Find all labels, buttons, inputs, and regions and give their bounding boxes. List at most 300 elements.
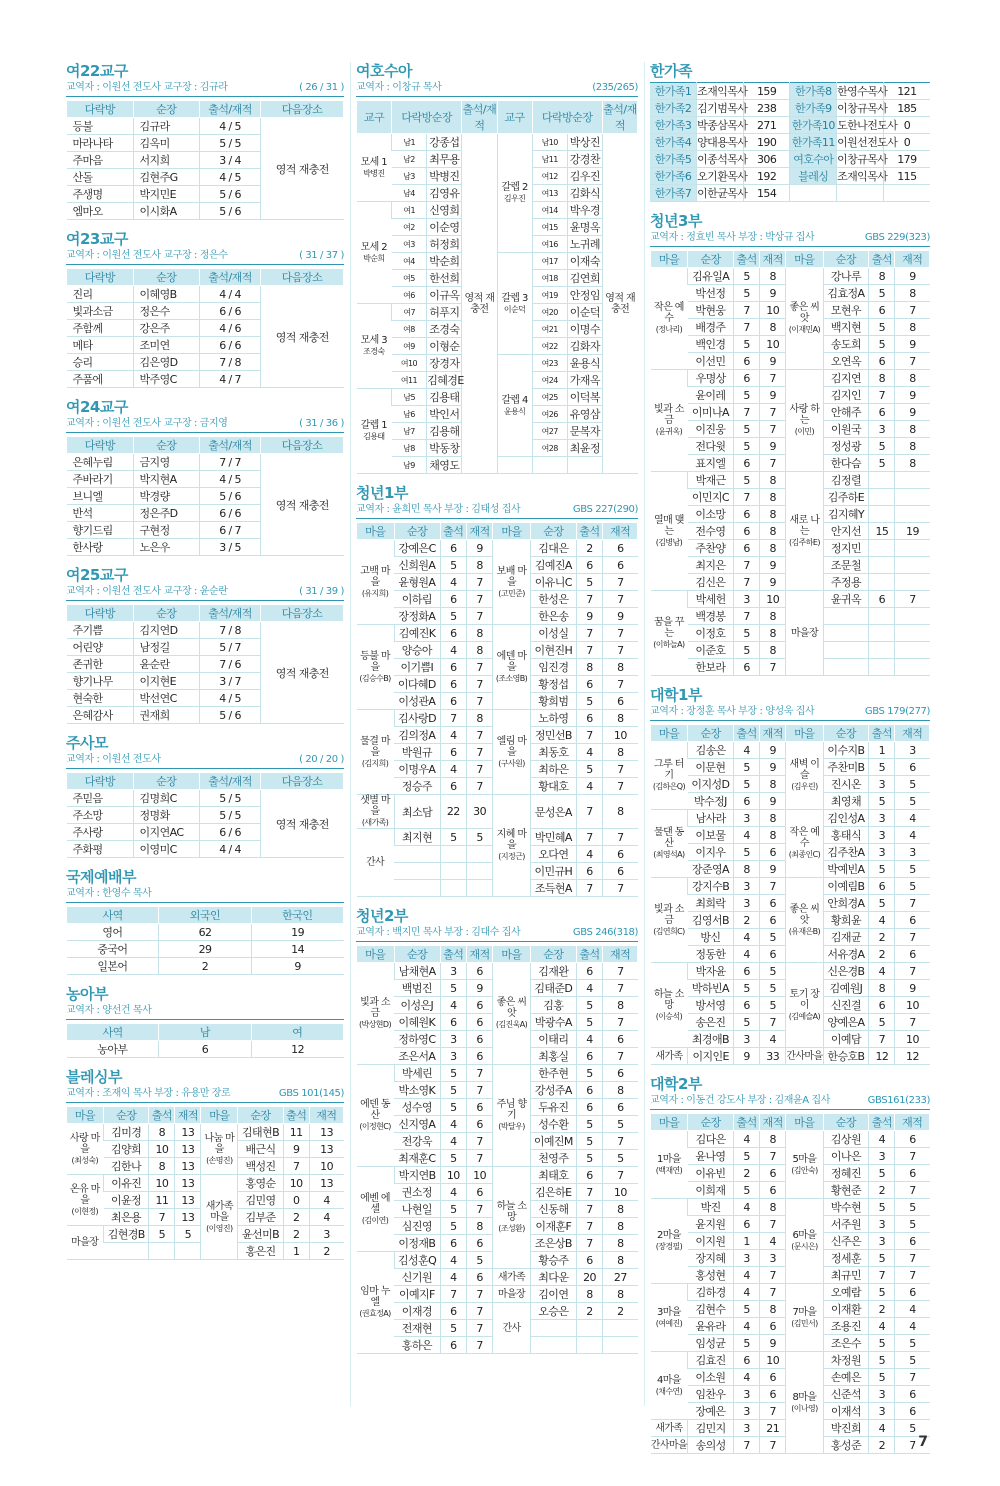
empty-cell	[895, 608, 930, 625]
leader-cell: 이정호	[688, 625, 734, 642]
group-name	[357, 202, 392, 304]
enrolled-cell: 9	[603, 608, 638, 625]
family-name: 한가족7	[650, 185, 697, 202]
enrolled-cell: 10	[760, 1352, 786, 1369]
attendance-cell: 11	[283, 1124, 309, 1141]
count-summary: ( 26 / 31 )	[299, 82, 344, 93]
empty-cell	[895, 625, 930, 642]
attendance-cell: 3	[734, 1403, 760, 1420]
group-label: 마을장	[71, 1237, 99, 1248]
attendance-cell: 6	[869, 404, 895, 421]
empty-cell	[175, 1243, 201, 1260]
leader-cell: 전다윗	[688, 438, 734, 455]
count-summary: (235/265)	[592, 82, 638, 93]
table-header-row	[651, 251, 930, 268]
leader-cell: 이재석	[823, 1403, 869, 1420]
attendance-cell: 20	[576, 1269, 602, 1286]
leader-cell: 황승주	[530, 1252, 576, 1269]
enrolled-cell: 6	[603, 693, 638, 710]
pastor-cell: 한영수목사	[837, 83, 884, 100]
district-section	[66, 398, 344, 556]
group-label: 작은 예수	[654, 302, 684, 324]
enrolled-cell: 21	[760, 1420, 786, 1437]
attendance-cell: 4	[440, 1116, 466, 1133]
enrolled-cell: 8	[603, 795, 638, 829]
enrolled-cell: 8	[895, 285, 930, 302]
group-label: 지혜 마을	[496, 829, 527, 851]
table-row	[357, 795, 638, 829]
group-label: 5마을	[792, 1153, 817, 1165]
table-row	[357, 540, 638, 557]
attendance-cell: 3	[869, 810, 895, 827]
attendance-cell: 5	[869, 861, 895, 878]
attendance-cell: 5	[440, 1150, 466, 1167]
leader-cell: 이정재B	[394, 1235, 440, 1252]
group-label: 고백 마을	[360, 565, 390, 588]
enrolled-cell: 6	[895, 912, 930, 929]
enrolled-cell: 5	[895, 1352, 930, 1369]
column-header: 순장	[238, 1107, 283, 1124]
enrolled-cell: 5	[760, 997, 786, 1014]
attendance-cell: 4	[869, 912, 895, 929]
leader-cell: 이지원	[688, 1233, 734, 1250]
group-name	[493, 1286, 531, 1303]
attendance-cell: 7	[283, 1158, 309, 1175]
table-cell: 14	[251, 941, 343, 958]
group-leader: (김민서)	[791, 1318, 818, 1328]
group-label: 마을장	[497, 1288, 526, 1300]
section-info	[66, 888, 344, 903]
empty-cell	[466, 846, 492, 863]
enrolled-cell: 8	[760, 319, 786, 336]
group-leader: (권효정A)	[359, 1309, 391, 1318]
group-label: 모세 3	[360, 335, 388, 346]
leader-cell: 홍하은	[394, 1337, 440, 1354]
attendance-cell: 5	[149, 1226, 175, 1243]
room-number: 남8	[392, 440, 427, 457]
enrolled-cell: 7	[603, 574, 638, 591]
attendance-cell: 6	[440, 591, 466, 608]
column-header: 순장	[104, 1107, 149, 1124]
middle-column	[356, 62, 638, 1364]
enrolled-cell: 5	[895, 1199, 930, 1216]
group-name	[493, 1167, 531, 1269]
enrolled-cell: 9	[760, 861, 786, 878]
enrolled-cell: 6	[895, 759, 930, 776]
group-label: 간사	[502, 1322, 521, 1334]
attendance-cell	[869, 540, 895, 557]
column-header: 다락방	[67, 437, 134, 454]
attendance-cell: 7	[576, 1218, 602, 1235]
attendance-cell	[869, 574, 895, 591]
group-name	[651, 963, 688, 1048]
group-leader: (장경필)	[655, 1242, 683, 1251]
leader-cell: 박진희	[823, 1420, 869, 1437]
empty-cell	[530, 1320, 576, 1337]
leader-cell: 김하경	[688, 1284, 734, 1301]
group-leader: 김용태	[363, 432, 385, 441]
attendance-cell	[869, 489, 895, 506]
empty-cell	[823, 642, 869, 659]
table-header-row	[67, 907, 344, 924]
attendance-cell: 7	[440, 1286, 466, 1303]
column-header: 순장	[688, 251, 734, 268]
leader-cell: 박우경	[567, 202, 602, 219]
leader-cell: 신지영A	[394, 1116, 440, 1133]
group-label: 물결 마을	[360, 735, 390, 758]
leader-cell: 박상진	[567, 134, 602, 151]
attendance-cell: 6	[576, 1167, 602, 1184]
count-cell: 192	[743, 168, 790, 185]
leader-cell: 이수지B	[823, 742, 869, 759]
group-cell: 주믿음	[67, 790, 134, 807]
leader-cell: 박세헌	[688, 591, 734, 608]
enrolled-cell: 7	[760, 1284, 786, 1301]
enrolled-cell: 7	[760, 1014, 786, 1031]
enrolled-cell: 7	[895, 302, 930, 319]
room-number: 남2	[392, 151, 427, 168]
leader-cell: 이태리	[530, 1031, 576, 1048]
group-name	[201, 1175, 238, 1260]
column-header: 재적	[603, 946, 638, 963]
attendance-cell: 6	[440, 659, 466, 676]
enrolled-cell: 8	[760, 1131, 786, 1148]
group-cell: 주함께	[67, 320, 134, 337]
enrolled-cell: 7	[466, 591, 492, 608]
group-label: 새가족	[497, 1271, 526, 1283]
section-title: 국제예배부	[66, 868, 136, 886]
table-row	[651, 742, 930, 759]
group-leader: (유재은B)	[788, 926, 821, 936]
status-cell: 영적 재충전	[602, 134, 637, 474]
enrolled-cell: 10	[895, 997, 930, 1014]
group-label: 작은 예수	[789, 827, 820, 849]
attendance-cell: 4	[734, 1199, 760, 1216]
leader-cell: 이혜영B	[133, 286, 200, 303]
enrolled-cell: 27	[603, 1269, 638, 1286]
leader-cell: 표지엘	[688, 455, 734, 472]
right-column	[650, 62, 930, 1464]
group-leader: (김우린)	[791, 782, 818, 791]
attendance-cell: 4	[576, 778, 602, 795]
column-header: 사역	[67, 907, 159, 924]
count-cell: 185	[883, 100, 930, 117]
leader-cell: 손예은	[823, 1369, 869, 1386]
group-label: 빛과 소금	[654, 903, 684, 926]
leader-cell: 김규라	[133, 118, 200, 135]
attendance-cell: 4 / 6	[200, 320, 261, 337]
room-number: 여24	[532, 372, 567, 389]
attendance-cell: 4 / 4	[200, 841, 261, 858]
enrolled-cell: 8	[760, 540, 786, 557]
attendance-cell: 8	[149, 1158, 175, 1175]
leader-cell: 강경찬	[567, 151, 602, 168]
attendance-cell: 6	[734, 455, 760, 472]
next-place: 영적 재충전	[261, 454, 344, 556]
leader-cell: 심진영	[394, 1218, 440, 1235]
column-header: 다락방	[67, 773, 134, 790]
table-header-row	[67, 1107, 344, 1124]
leader-cell: 서주원	[823, 1216, 869, 1233]
group-leader: (김이연)	[361, 1215, 389, 1225]
pastor-cell: 김기범목사	[697, 100, 744, 117]
column-header: 외국인	[159, 907, 251, 924]
column-header: 마을	[651, 251, 688, 268]
attendance-cell: 6	[440, 693, 466, 710]
enrolled-cell: 6	[466, 1116, 492, 1133]
group-label: 2마을	[656, 1230, 681, 1241]
leader-cell: 전수영	[688, 523, 734, 540]
column-header: 출석/재적	[200, 437, 261, 454]
leader-cell: 이다혜D	[394, 676, 440, 693]
leader-cell: 박수현	[823, 1199, 869, 1216]
column-header: 순장	[133, 773, 200, 790]
table-row	[651, 268, 930, 285]
leader-cell: 김송은	[688, 742, 734, 759]
table-cell: 9	[251, 958, 343, 975]
leader-cell: 우명상	[688, 370, 734, 387]
leader-cell: 김지인	[823, 387, 869, 404]
group-leader: (김승수B)	[359, 673, 391, 683]
count-summary: GBS 229(323)	[864, 232, 930, 243]
leader-cell: 윤명옥	[567, 219, 602, 236]
enrolled-cell: 6	[466, 1048, 492, 1065]
leader-cell: 김예진A	[530, 557, 576, 574]
column-header: 마을	[357, 946, 395, 963]
group-label: 나눔 마을	[204, 1132, 235, 1155]
attendance-cell: 6	[869, 591, 895, 608]
attendance-cell: 5	[440, 980, 466, 997]
group-cell: 마라나타	[67, 135, 134, 152]
leader-cell: 김효진	[688, 1352, 734, 1369]
count-summary: ( 31 / 37 )	[299, 250, 344, 261]
leader-cell: 이성관A	[394, 693, 440, 710]
count-summary: GBS 227(290)	[572, 504, 638, 515]
leader-cell: 조은수	[823, 1335, 869, 1352]
group-leader: (이하늘A)	[653, 639, 685, 649]
leader-cell: 김이연	[530, 1286, 576, 1303]
group-leader: (김지희)	[361, 758, 389, 768]
room-number: 남11	[532, 151, 567, 168]
joshua-table	[356, 100, 638, 474]
table-cell: 19	[251, 924, 343, 941]
attendance-cell: 4	[734, 1284, 760, 1301]
group-name	[786, 370, 823, 472]
enrolled-cell: 6	[895, 1386, 930, 1403]
attendance-cell: 4	[734, 742, 760, 759]
group-leader: (여예진)	[655, 1318, 683, 1328]
enrolled-cell: 6	[760, 912, 786, 929]
empty-cell	[440, 880, 466, 897]
leader-cell: 오예람	[823, 1284, 869, 1301]
group-cell: 은혜감사	[67, 707, 134, 724]
attendance-cell: 5	[734, 844, 760, 861]
room-number: 남5	[392, 389, 427, 406]
section-title: 여24교구	[66, 398, 128, 416]
attendance-cell: 3	[734, 1420, 760, 1437]
enrolled-cell: 8	[895, 370, 930, 387]
group-leader: (손명진)	[206, 1155, 233, 1165]
leader-cell: 금지영	[133, 454, 200, 471]
leader-cell: 최하은	[530, 761, 576, 778]
attendance-cell: 7	[440, 710, 466, 727]
table-row	[357, 457, 638, 474]
enrolled-cell: 10	[760, 591, 786, 608]
group-label: 사랑 마을	[69, 1132, 100, 1155]
room-number: 여14	[532, 202, 567, 219]
group-leader: (이현정)	[71, 1206, 98, 1216]
group-name	[493, 795, 531, 897]
leader-cell: 한보라	[688, 659, 734, 676]
empty-cell	[497, 457, 532, 474]
enrolled-cell: 7	[760, 404, 786, 421]
enrolled-cell: 8	[895, 455, 930, 472]
group-name	[786, 742, 823, 810]
attendance-cell: 5	[576, 1116, 602, 1133]
section-title: 한가족	[650, 62, 692, 80]
enrolled-cell: 7	[466, 1337, 492, 1354]
enrolled-cell: 13	[175, 1124, 201, 1141]
column-header: 출석/재적	[462, 101, 497, 134]
leader-cell: 이현진H	[530, 642, 576, 659]
leader-cell: 윤용식	[567, 355, 602, 372]
leader-cell: 박인서	[427, 406, 462, 423]
attendance-cell: 5	[734, 472, 760, 489]
group-leader: (구사원)	[498, 758, 525, 768]
enrolled-cell: 5	[760, 963, 786, 980]
table-row	[357, 355, 638, 372]
attendance-cell: 2	[283, 1226, 309, 1243]
leader-cell: 이재숙	[567, 253, 602, 270]
group-cell: 산돌	[67, 169, 134, 186]
enrolled-cell: 10	[760, 336, 786, 353]
enrolled-cell: 13	[175, 1141, 201, 1158]
group-leader: (최영석A)	[653, 850, 685, 859]
group-cell: 주바라기	[67, 471, 134, 488]
leader-cell: 이규옥	[427, 287, 462, 304]
column-header: 다음장소	[261, 437, 344, 454]
group-label: 새로 나는	[789, 514, 820, 537]
leader-cell: 김영유	[427, 185, 462, 202]
attendance-cell: 3 / 7	[200, 673, 261, 690]
leader-cell: 황희범	[530, 693, 576, 710]
attendance-cell: 5	[440, 829, 466, 846]
leader-cell: 노하영	[530, 710, 576, 727]
attendance-cell: 3	[734, 878, 760, 895]
table-row	[357, 625, 638, 642]
attendance-cell: 3 / 4	[200, 152, 261, 169]
section-title: 주사모	[66, 734, 108, 752]
group-cell: 현숙한	[67, 690, 134, 707]
enrolled-cell: 6	[466, 1184, 492, 1201]
group-name	[786, 472, 823, 591]
attendance-cell: 5	[869, 1284, 895, 1301]
leader-cell: 최경애B	[688, 1031, 734, 1048]
room-number: 여2	[392, 219, 427, 236]
staff-info: 교역자 : 이원선 전도사 교구장 : 김규라	[66, 82, 228, 93]
attendance-cell: 7	[576, 880, 602, 897]
leader-cell: 김상원	[823, 1131, 869, 1148]
attendance-cell: 4	[440, 1269, 466, 1286]
leader-cell: 최영채	[823, 793, 869, 810]
leader-cell: 김혜경E	[427, 372, 462, 389]
leader-cell: 김옥미	[133, 135, 200, 152]
leader-cell: 신희원A	[394, 557, 440, 574]
attendance-cell: 6	[734, 540, 760, 557]
section-info	[66, 250, 344, 265]
group-name	[651, 591, 688, 676]
leader-cell: 김다은	[688, 1131, 734, 1148]
table-row	[67, 1041, 344, 1058]
enrolled-cell: 6	[603, 863, 638, 880]
group-name	[786, 268, 823, 370]
pastor-cell: 이창규목사	[837, 151, 884, 168]
enrolled-cell: 7	[895, 1437, 930, 1454]
attendance-cell: 7	[734, 302, 760, 319]
group-name	[651, 1284, 688, 1352]
attendance-cell: 10	[283, 1175, 309, 1192]
attendance-cell: 4	[869, 1318, 895, 1335]
family-name: 한가족6	[650, 168, 697, 185]
attendance-cell: 22	[440, 795, 466, 829]
attendance-cell: 4	[440, 727, 466, 744]
leader-cell: 이예림B	[823, 878, 869, 895]
enrolled-cell: 6	[895, 1233, 930, 1250]
attendance-cell: 5	[440, 557, 466, 574]
table-header-row	[651, 1114, 930, 1131]
enrolled-cell: 13	[175, 1158, 201, 1175]
enrolled-cell: 7	[603, 1167, 638, 1184]
attendance-cell: 8	[576, 1286, 602, 1303]
leader-cell: 이보물	[688, 827, 734, 844]
enrolled-cell: 7	[466, 727, 492, 744]
enrolled-cell: 8	[760, 489, 786, 506]
leader-cell: 박순희	[427, 253, 462, 270]
column-header: 출석	[576, 946, 602, 963]
attendance-cell: 7 / 6	[200, 656, 261, 673]
enrolled-cell: 6	[895, 946, 930, 963]
leader-cell: 오연옥	[823, 353, 869, 370]
group-name	[357, 625, 395, 710]
group-label: 갈렙 2	[501, 182, 528, 193]
enrolled-cell: 7	[603, 676, 638, 693]
leader-cell: 박지민E	[133, 186, 200, 203]
leader-cell: 한은송	[530, 608, 576, 625]
enrolled-cell: 6	[895, 1165, 930, 1182]
leader-cell: 윤귀옥	[823, 591, 869, 608]
column-header: 마을	[786, 1114, 823, 1131]
enrolled-cell: 7	[760, 878, 786, 895]
attendance-cell: 4	[734, 1267, 760, 1284]
empty-cell	[823, 608, 869, 625]
family-table	[650, 82, 930, 202]
enrolled-cell: 8	[895, 421, 930, 438]
leader-cell: 박재근	[688, 472, 734, 489]
group-cell: 반석	[67, 505, 134, 522]
leader-cell: 주정용	[823, 574, 869, 591]
attendance-cell: 5	[734, 268, 760, 285]
section-title: 여25교구	[66, 566, 128, 584]
group-label: 하늘 소망	[496, 1201, 527, 1223]
group-name	[651, 810, 688, 878]
table-row	[357, 1065, 638, 1082]
leader-cell: 박현웅	[688, 302, 734, 319]
leader-cell: 권소정	[394, 1184, 440, 1201]
enrolled-cell: 4	[895, 1318, 930, 1335]
room-number: 여1	[392, 202, 427, 219]
leader-cell: 정성광	[823, 438, 869, 455]
enrolled-cell: 7	[895, 1182, 930, 1199]
